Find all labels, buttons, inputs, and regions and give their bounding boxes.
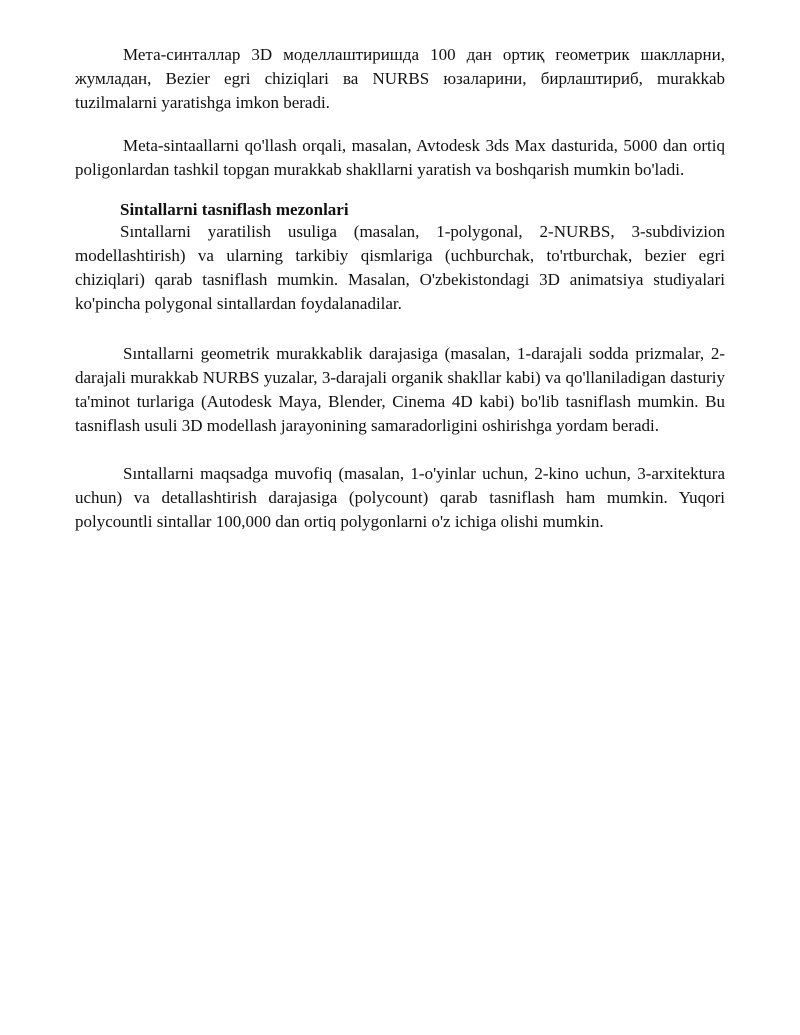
- paragraph-meta-syntax-usage: Meta-sintaallarni qo'llash orqali, masalan, Avtodesk 3ds Max dasturida, 5000 dan ortiq poligonlardan tashkil topgan murakkab shakllarni yaratish va boshqarish mumkin bo'ladi.: [75, 136, 725, 179]
- paragraph-classification-complexity: Sıntallarni geometrik murakkablik darajasiga (masalan, 1-darajali sodda prizmalar, 2-darajali murakkab NURBS yuzalar, 3-darajali organik shakllar kabi) va qo'llaniladigan dasturiy ta'minot turlariga (Autodesk Maya, Blender, Cinema 4D kabi) bo'lib tasniflash mumkin. Bu tasniflash usuli 3D modellash jarayonining samaradorligini oshirishga yordam beradi.: [75, 344, 725, 435]
- section-heading: Sintallarni tasniflash mezonlari: [120, 200, 349, 219]
- paragraph-meta-syntax-intro: Мета-синталлар 3D моделлаштиришда 100 дан ортиқ геометрик шаклларни, жумладан, Bezier egri chiziqlari ва NURBS юзаларини, бирлаштириб, murakkab tuzilmalarni yaratishga imkon beradi.: [75, 45, 725, 112]
- paragraph-classification-purpose: Sıntallarni maqsadga muvofiq (masalan, 1-o'yinlar uchun, 2-kino uchun, 3-arxitektura uchun) va detallashtirish darajasiga (polycount) qarab tasniflash ham mumkin. Yuqori polycountli sintallar 100,000 dan ortiq polygonlarni o'z ichiga olishi mumkin.: [75, 464, 725, 531]
- paragraph-classification-method: Sıntallarni yaratilish usuliga (masalan, 1-polygonal, 2-NURBS, 3-subdivizion modellashtirish) va ularning tarkibiy qismlariga (uchburchak, to'rtburchak, bezier egri chiziqlari) qarab tasniflash mumkin. Masalan, O'zbekistondagi 3D animatsiya studiyalari ko'pincha polygonal sintallardan foydalanadilar.: [75, 222, 725, 313]
